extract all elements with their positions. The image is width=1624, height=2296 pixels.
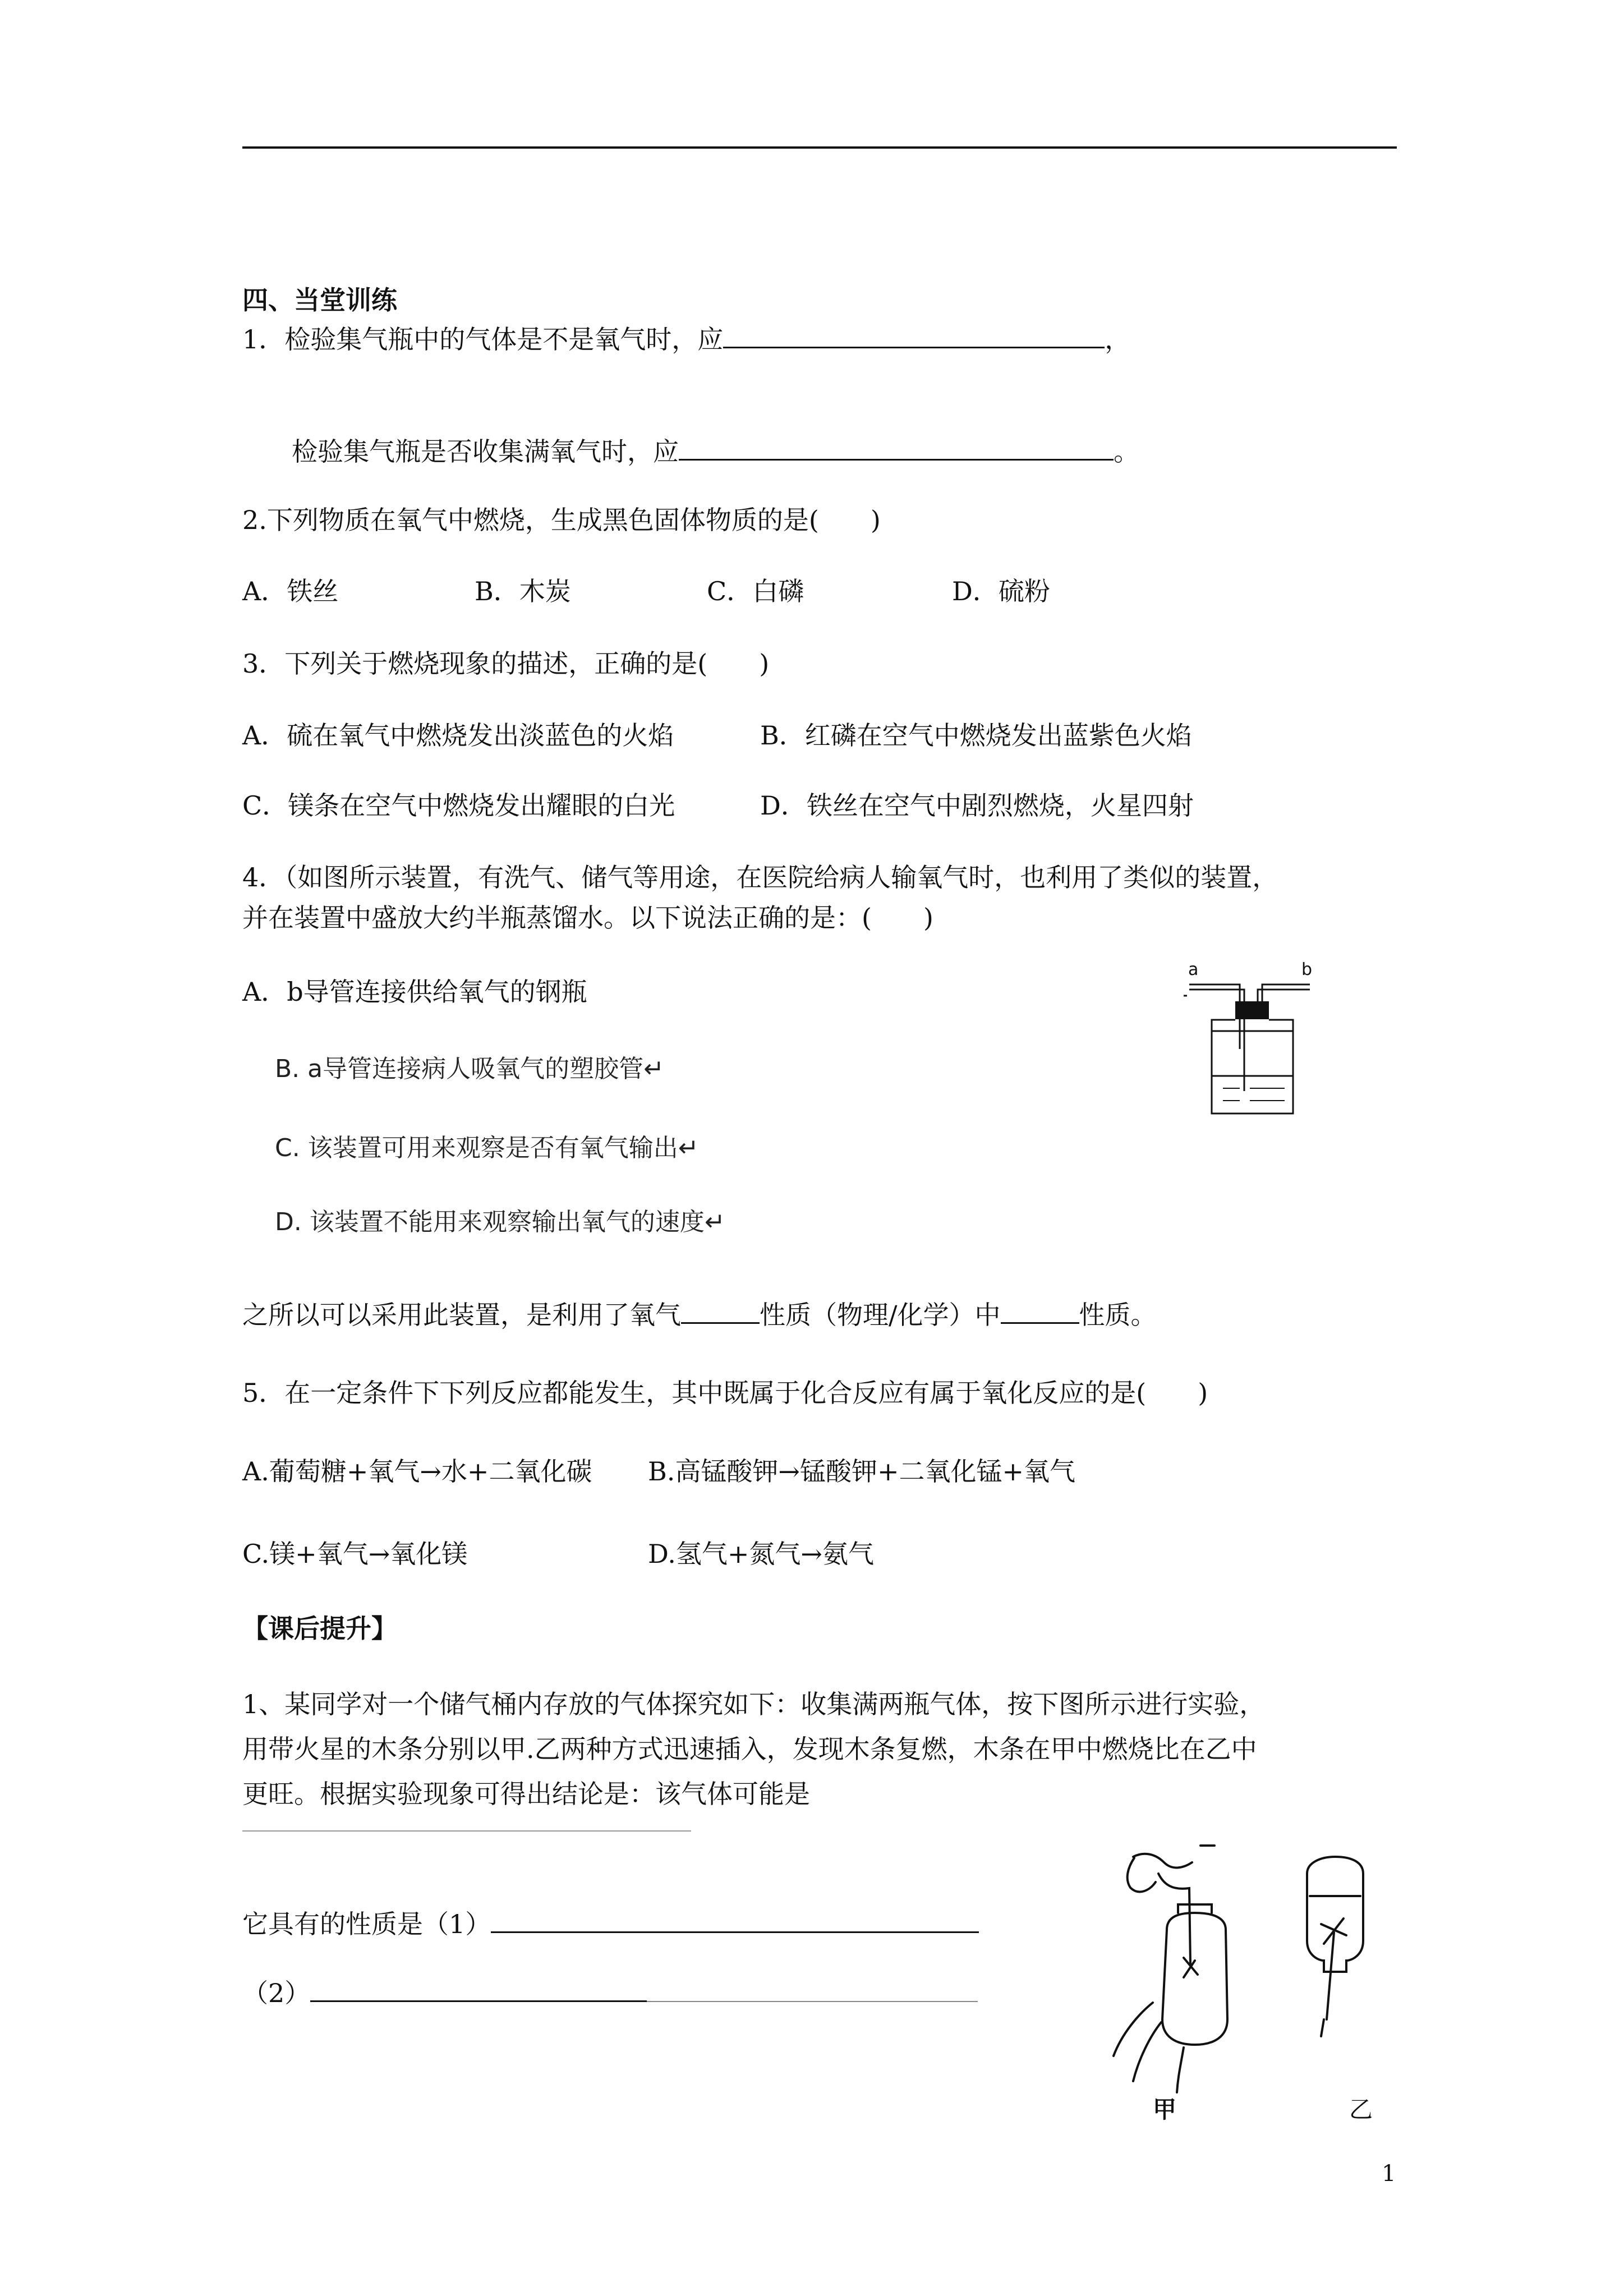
- property-blank-2b[interactable]: [647, 1980, 978, 2002]
- q3-option-a: A．硫在氧气中燃烧发出淡蓝色的火焰: [242, 720, 674, 751]
- gas-washing-bottle-diagram: [1178, 954, 1363, 1122]
- q1-line2-suffix: 。: [1114, 436, 1139, 467]
- header-rule: [242, 146, 1397, 149]
- q2-option-b: B．木炭: [475, 576, 571, 606]
- jia-bottle-illustration: [1114, 1846, 1227, 2092]
- q4-followup-middle: 性质（物理/化学）中: [760, 1300, 1001, 1330]
- after-class-title: 【课后提升】: [242, 1613, 397, 1644]
- q5-option-d: D.氢气+氮气→氨气: [648, 1539, 874, 1569]
- q1-line1-suffix: ，: [1105, 324, 1131, 355]
- q1-line1-prefix: 1．检验集气瓶中的气体是不是氧气时，应: [242, 324, 724, 355]
- q3-option-b: B．红磷在空气中燃烧发出蓝紫色火焰: [760, 720, 1192, 751]
- q2-option-d: D．硫粉: [952, 576, 1050, 606]
- property-prefix-2: （2）: [242, 1978, 311, 2008]
- q1-answer-blank-1[interactable]: [723, 325, 1105, 348]
- q4-followup-prefix: 之所以可以采用此装置，是利用了氧气: [242, 1300, 681, 1330]
- diagram-label-b: b: [1301, 960, 1313, 979]
- q3-option-c: C．镁条在空气中燃烧发出耀眼的白光: [242, 790, 675, 821]
- q5-stem: 5．在一定条件下下列反应都能发生，其中既属于化合反应有属于氧化反应的是( ): [242, 1378, 1208, 1408]
- property-line-1: [242, 1910, 979, 1937]
- q4-option-c: C. 该装置可用来观察是否有氧气输出↵: [275, 1134, 699, 1162]
- q1-line2-prefix: 检验集气瓶是否收集满氧气时，应: [292, 436, 679, 467]
- q4-blank-1[interactable]: [681, 1301, 760, 1324]
- yi-bottle-illustration: [1307, 1857, 1363, 2036]
- after-class-p1-line2: 用带火星的木条分别以甲.乙两种方式迅速插入，发现木条复燃，木条在甲中燃烧比在乙中: [242, 1734, 1257, 1764]
- bottle-outline: [1212, 1020, 1293, 1114]
- section-title: 四、当堂训练: [242, 285, 397, 315]
- q4-option-b: B. a导管连接病人吸氧气的塑胶管↵: [275, 1055, 664, 1083]
- figure-label-yi: 乙: [1349, 2096, 1373, 2123]
- property-line-2: [242, 1979, 978, 2006]
- q4-followup-suffix: 性质。: [1079, 1300, 1157, 1330]
- property-prefix-1: 它具有的性质是（1）: [242, 1909, 491, 1939]
- q3-option-d: D．铁丝在空气中剧烈燃烧，火星四射: [760, 790, 1194, 821]
- q2-option-c: C．白磷: [707, 576, 804, 606]
- q2-option-a: A．铁丝: [242, 576, 339, 606]
- gas-answer-blank[interactable]: [242, 1830, 691, 1832]
- jia-yi-experiment-figure: [1099, 1834, 1402, 2126]
- q5-option-a: A.葡萄糖+氧气→水+二氧化碳: [242, 1456, 592, 1487]
- q2-stem: 2.下列物质在氧气中燃烧，生成黑色固体物质的是( ): [242, 505, 881, 535]
- q4-stem-line1: 4．（如图所示装置，有洗气、储气等用途，在医院给病人输氧气时，也利用了类似的装置，: [242, 862, 1278, 892]
- q3-stem: 3．下列关于燃烧现象的描述，正确的是( ): [242, 648, 770, 679]
- q1-answer-blank-2[interactable]: [679, 438, 1114, 461]
- q1-line1: [242, 324, 1131, 355]
- q4-blank-2[interactable]: [1001, 1301, 1079, 1324]
- property-blank-1[interactable]: [491, 1910, 979, 1933]
- figure-label-jia: 甲: [1153, 2096, 1177, 2123]
- after-class-p1-line3: 更旺。根据实验现象可得出结论是：该气体可能是: [242, 1779, 810, 1809]
- q5-option-b: B.高锰酸钾→锰酸钾+二氧化锰+氧气: [648, 1456, 1076, 1487]
- property-blank-2a[interactable]: [310, 1979, 647, 2002]
- page-number: 1: [1382, 2161, 1396, 2187]
- q4-option-d: D. 该装置不能用来观察输出氧气的速度↵: [275, 1208, 725, 1236]
- q1-line2: [292, 436, 1139, 467]
- q4-followup: [242, 1301, 1157, 1328]
- after-class-p1-line1: 1、某同学对一个储气桶内存放的气体探究如下：收集满两瓶气体，按下图所示进行实验，: [242, 1689, 1266, 1719]
- q5-option-c: C.镁+氧气→氧化镁: [242, 1539, 468, 1569]
- q4-stem-line2: 并在装置中盛放大约半瓶蒸馏水。以下说法正确的是：( ): [242, 903, 933, 933]
- diagram-label-a: a: [1188, 960, 1199, 979]
- bottle-stopper: [1235, 1001, 1269, 1019]
- q4-option-a: A．b导管连接供给氧气的钢瓶: [242, 977, 587, 1007]
